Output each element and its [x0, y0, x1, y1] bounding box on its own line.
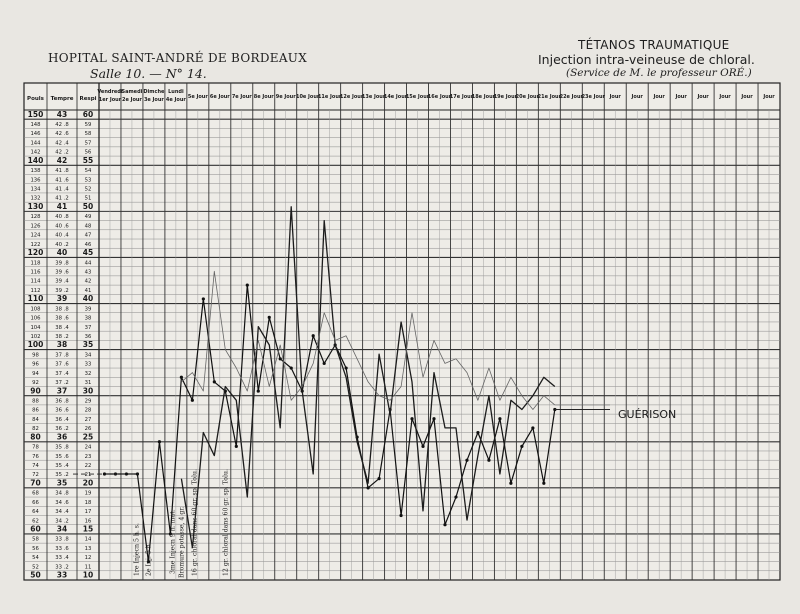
scale-value: 57 — [84, 140, 92, 147]
scale-value: 49 — [84, 214, 92, 221]
scale-value: 23 — [84, 453, 92, 460]
scale-value: 108 — [30, 306, 41, 313]
scale-value: 80 — [30, 432, 41, 442]
scale-value: 38 — [56, 340, 68, 350]
scale-value: 29 — [84, 398, 92, 405]
scale-value: 38 .2 — [55, 333, 69, 340]
scale-value: 42 .8 — [55, 122, 69, 129]
day-header: Jour — [697, 94, 709, 100]
day-header: 6e Jour — [209, 94, 230, 100]
scale-value: 68 — [32, 490, 39, 497]
scale-value: 122 — [30, 241, 41, 248]
scale-value: 37 .2 — [55, 380, 69, 387]
scale-value: 18 — [84, 499, 92, 506]
day-header: 8e Jour — [253, 94, 274, 100]
scale-value: 33 — [84, 361, 92, 368]
day-header: Jour — [653, 94, 665, 100]
scale-value: 76 — [32, 453, 39, 460]
day-header: Jour — [675, 94, 687, 100]
day-header: 23e Jour — [581, 94, 605, 100]
scale-value: 13 — [84, 545, 92, 552]
day-header: 19e Jour — [493, 94, 518, 100]
scale-value: 150 — [27, 109, 44, 119]
scale-value: 35 .2 — [55, 472, 69, 479]
day-header: Jour — [631, 94, 643, 100]
scale-value: 56 — [32, 545, 39, 552]
scale-value: 42 — [56, 155, 68, 165]
scale-value: 36 .4 — [55, 416, 69, 423]
treatment-annotation: 1re Injecn 5 h. s. — [133, 523, 141, 576]
column-header-pouls: Pouls — [27, 96, 44, 102]
scale-value: 39 .4 — [55, 278, 69, 285]
scale-value: 48 — [84, 223, 92, 230]
scale-value: 35 .4 — [55, 463, 69, 470]
day-header: Vendredi — [97, 89, 123, 95]
day-header: Lundi — [168, 89, 184, 95]
scale-value: 27 — [84, 416, 92, 423]
scale-value: 17 — [84, 509, 92, 516]
treatment-annotation: 2e Inj. 5 h. — [145, 542, 153, 576]
day-header: Jour — [719, 94, 731, 100]
scale-value: 39 — [56, 294, 68, 304]
scale-value: 30 — [82, 386, 94, 396]
scale-value: 52 — [84, 186, 92, 193]
scale-value: 40 .8 — [55, 214, 69, 221]
scale-value: 19 — [84, 490, 92, 497]
day-header: 18e Jour — [471, 94, 496, 100]
scale-value: 74 — [32, 463, 39, 470]
scale-value: 102 — [30, 333, 41, 340]
scale-value: 41 .6 — [55, 177, 69, 184]
scale-value: 34 .8 — [55, 490, 69, 497]
day-header: Jour — [763, 94, 775, 100]
scale-value: 21 — [84, 472, 92, 479]
scale-value: 37 — [84, 324, 92, 331]
scale-value: 138 — [30, 168, 41, 175]
scale-value: 84 — [32, 416, 39, 423]
scale-value: 90 — [30, 386, 41, 396]
scale-value: 33 .4 — [55, 555, 69, 562]
day-header: 22e Jour — [559, 94, 584, 100]
scale-value: 12 — [84, 555, 92, 562]
scale-value: 34 .2 — [55, 518, 69, 525]
day-header: 20e Jour — [515, 94, 540, 100]
scale-value: 42 .6 — [55, 131, 69, 138]
scale-value: 60 — [30, 524, 41, 534]
column-header-respi: Respi — [79, 96, 97, 102]
scale-value: 36 — [84, 333, 92, 340]
scale-value: 58 — [32, 536, 39, 543]
scale-value: 110 — [27, 294, 44, 304]
scale-value: 44 — [84, 260, 92, 267]
day-header: 1er Jour — [98, 97, 122, 103]
day-header: 11e Jour — [317, 94, 342, 100]
service-note: (Service de M. le professeur ORÉ.) — [566, 67, 752, 79]
day-header: 2e Jour — [121, 97, 142, 103]
scale-value: 15 — [82, 524, 94, 534]
scale-value: 42 .4 — [55, 140, 69, 147]
scale-value: 35 .6 — [55, 453, 69, 460]
chart-title: TÉTANOS TRAUMATIQUE — [578, 38, 730, 52]
day-header: Samedi — [121, 89, 143, 95]
scale-value: 31 — [84, 380, 92, 387]
scale-value: 11 — [84, 564, 92, 571]
treatment-annotation: 16 gr. chloral dans 60 gr. sp. Tolu. — [191, 469, 199, 576]
scale-value: 41 — [56, 201, 68, 211]
scale-value: 88 — [32, 398, 39, 405]
scale-value: 52 — [32, 564, 39, 571]
scale-value: 54 — [84, 168, 92, 175]
scale-value: 33 — [56, 570, 68, 580]
scale-value: 38 .8 — [55, 306, 69, 313]
chart-subtitle: Injection intra-veineuse de chloral. — [538, 52, 755, 67]
scale-value: 32 — [84, 370, 92, 377]
scale-value: 134 — [30, 186, 41, 193]
scale-value: 39 .6 — [55, 269, 69, 276]
scale-value: 70 — [30, 478, 41, 488]
scale-value: 55 — [82, 155, 94, 165]
scale-value: 10 — [82, 570, 94, 580]
scale-value: 39 .8 — [55, 260, 69, 267]
scale-value: 40 .4 — [55, 232, 69, 239]
treatment-annotation: Bromure potasse, 4 gr. — [178, 506, 186, 578]
scale-value: 146 — [30, 131, 41, 138]
scale-value: 14 — [84, 536, 92, 543]
scale-value: 40 — [82, 294, 94, 304]
scale-value: 43 — [56, 109, 68, 119]
day-header: 3e Jour — [143, 97, 164, 103]
scale-value: 114 — [30, 278, 41, 285]
scale-value: 136 — [30, 177, 41, 184]
scale-value: 38 — [84, 315, 92, 322]
scale-value: 106 — [30, 315, 41, 322]
scale-value: 50 — [82, 201, 94, 211]
scale-value: 43 — [84, 269, 92, 276]
scale-value: 92 — [32, 380, 39, 387]
scale-value: 42 .2 — [55, 149, 69, 156]
scale-value: 53 — [84, 177, 92, 184]
scale-value: 35 — [56, 478, 68, 488]
scale-value: 128 — [30, 214, 41, 221]
scale-value: 34 .4 — [55, 509, 69, 516]
scale-value: 41 .8 — [55, 168, 69, 175]
day-header: 16e Jour — [427, 94, 452, 100]
scale-value: 20 — [82, 478, 94, 488]
scale-value: 78 — [32, 444, 39, 451]
scale-value: 33 .2 — [55, 564, 69, 571]
scale-value: 98 — [32, 352, 39, 359]
scale-value: 64 — [32, 509, 39, 516]
scale-value: 72 — [32, 472, 39, 479]
scale-value: 16 — [84, 518, 92, 525]
scale-value: 148 — [30, 122, 41, 129]
scale-value: 118 — [30, 260, 41, 267]
day-header: 21e Jour — [537, 94, 562, 100]
scale-value: 35 — [82, 340, 94, 350]
day-header: Jour — [609, 94, 621, 100]
scale-value: 39 — [84, 306, 92, 313]
day-header: 12e Jour — [339, 94, 364, 100]
day-header: 4e Jour — [165, 97, 186, 103]
scale-value: 37 .8 — [55, 352, 69, 359]
scale-value: 58 — [84, 131, 92, 138]
scale-value: 144 — [30, 140, 41, 147]
hospital-name: HOPITAL SAINT-ANDRÉ DE BORDEAUX — [48, 51, 308, 65]
scale-value: 120 — [27, 248, 44, 258]
scale-value: 22 — [84, 463, 92, 470]
scale-value: 82 — [32, 426, 39, 433]
treatment-annotation: 12 gr. chloral dans 60 gr. sp. Tolu. — [222, 469, 230, 576]
scale-value: 112 — [30, 287, 41, 294]
scale-value: 124 — [30, 232, 41, 239]
scale-value: 94 — [32, 370, 39, 377]
scale-value: 62 — [32, 518, 39, 525]
column-header-tempre: Tempre — [50, 96, 74, 102]
day-header: 10e Jour — [295, 94, 320, 100]
scale-value: 50 — [30, 570, 41, 580]
scale-value: 59 — [84, 122, 92, 129]
scale-value: 38 .4 — [55, 324, 69, 331]
scale-value: 36 .6 — [55, 407, 69, 414]
scale-value: 126 — [30, 223, 41, 230]
scale-value: 36 — [56, 432, 68, 442]
scale-value: 40 — [56, 248, 68, 258]
scale-value: 132 — [30, 195, 41, 202]
scale-value: 142 — [30, 149, 41, 156]
scale-value: 41 .4 — [55, 186, 69, 193]
scale-value: 37 — [56, 386, 68, 396]
scale-value: 25 — [82, 432, 94, 442]
scale-value: 24 — [84, 444, 92, 451]
scale-value: 33 .6 — [55, 545, 69, 552]
day-header: 5e Jour — [187, 94, 208, 100]
scale-value: 46 — [84, 241, 92, 248]
scale-value: 66 — [32, 499, 39, 506]
scale-value: 36 .2 — [55, 426, 69, 433]
scale-value: 37 .4 — [55, 370, 69, 377]
scale-value: 116 — [30, 269, 41, 276]
scale-value: 54 — [32, 555, 39, 562]
day-header: 7e Jour — [231, 94, 252, 100]
scale-value: 100 — [27, 340, 44, 350]
scale-value: 86 — [32, 407, 39, 414]
scale-value: 28 — [84, 407, 92, 414]
day-header: 14e Jour — [383, 94, 408, 100]
scale-value: 130 — [27, 201, 44, 211]
scale-value: 34 .6 — [55, 499, 69, 506]
scale-value: 26 — [84, 426, 92, 433]
treatment-annotation: 3me Injecn 9 h. mat. — [169, 509, 177, 574]
scale-value: 34 — [84, 352, 92, 359]
day-header: Jour — [741, 94, 753, 100]
day-header: 17e Jour — [449, 94, 474, 100]
scale-value: 41 .2 — [55, 195, 69, 202]
scale-value: 96 — [32, 361, 39, 368]
scale-value: 140 — [27, 155, 44, 165]
scale-value: 42 — [84, 278, 92, 285]
recovery-label: GUÉRISON — [618, 408, 677, 422]
scale-value: 40 .2 — [55, 241, 69, 248]
scale-value: 51 — [84, 195, 92, 202]
scale-value: 33 .8 — [55, 536, 69, 543]
scale-value: 56 — [84, 149, 92, 156]
scale-value: 36 .8 — [55, 398, 69, 405]
scale-value: 60 — [82, 109, 94, 119]
scale-value: 35 .8 — [55, 444, 69, 451]
day-header: 13e Jour — [361, 94, 386, 100]
scale-value: 37 .6 — [55, 361, 69, 368]
scale-value: 39 .2 — [55, 287, 69, 294]
day-header: Dimche — [143, 89, 165, 95]
day-header: 15e Jour — [405, 94, 430, 100]
scale-value: 41 — [84, 287, 92, 294]
scale-value: 34 — [56, 524, 68, 534]
scale-value: 104 — [30, 324, 41, 331]
ward-number: Salle 10. — N° 14. — [90, 66, 207, 81]
scale-value: 45 — [82, 248, 94, 258]
scale-value: 40 .6 — [55, 223, 69, 230]
scale-value: 38 .6 — [55, 315, 69, 322]
day-header: 9e Jour — [275, 94, 296, 100]
scale-value: 47 — [84, 232, 92, 239]
